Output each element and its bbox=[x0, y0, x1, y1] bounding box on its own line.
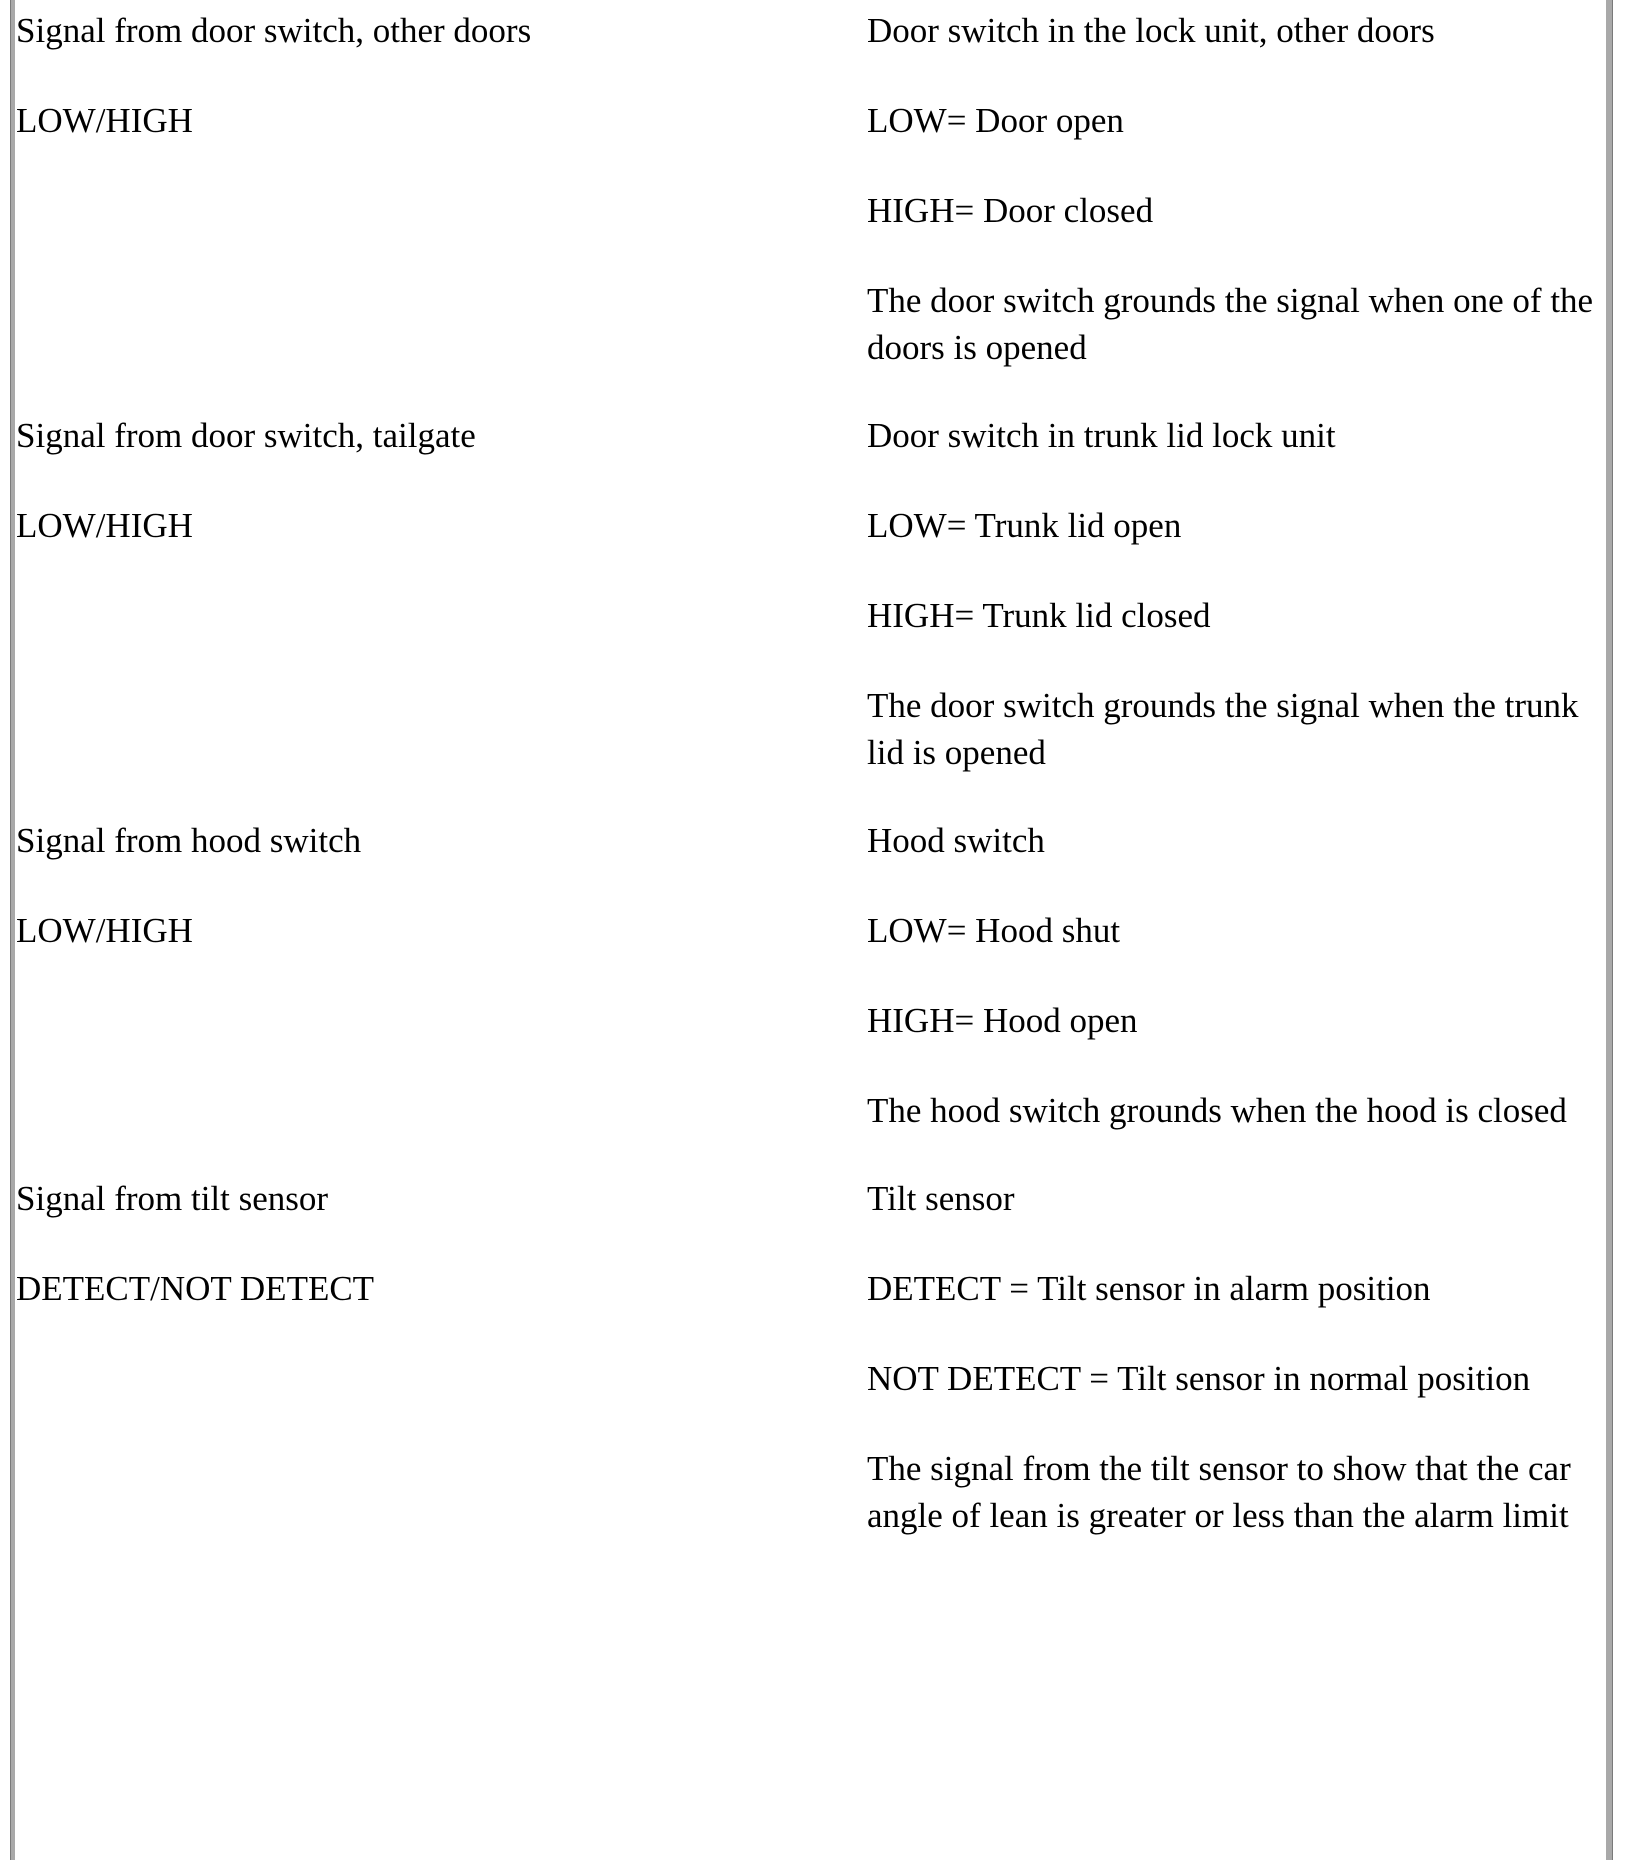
signal-source: Tilt sensor bbox=[867, 1179, 1015, 1218]
signal-high-meaning: HIGH= Door closed bbox=[867, 191, 1154, 230]
table-row bbox=[16, 776, 1601, 1134]
signal-description-cell bbox=[867, 776, 1601, 1134]
signal-name: Signal from hood switch bbox=[16, 821, 362, 860]
left-border bbox=[10, 0, 15, 1860]
signal-low-meaning: DETECT = Tilt sensor in alarm position bbox=[867, 1269, 1431, 1308]
signal-high-meaning: HIGH= Trunk lid closed bbox=[867, 596, 1211, 635]
signal-explanation: The door switch grounds the signal when one of the doors is opened bbox=[867, 281, 1594, 367]
signal-name-cell bbox=[16, 0, 867, 371]
table-row bbox=[16, 0, 1601, 371]
signal-explanation: The signal from the tilt sensor to show that the car angle of lean is greater or less than the alarm limit bbox=[867, 1449, 1571, 1535]
signal-low-meaning: LOW= Trunk lid open bbox=[867, 506, 1182, 545]
signal-description-cell bbox=[867, 0, 1601, 371]
signal-name-cell bbox=[16, 776, 867, 1134]
right-border bbox=[1606, 0, 1613, 1860]
signal-low-meaning: LOW= Hood shut bbox=[867, 911, 1121, 950]
signal-name: Signal from door switch, tailgate bbox=[16, 416, 476, 455]
signal-explanation: The door switch grounds the signal when the trunk lid is opened bbox=[867, 686, 1579, 772]
signal-explanation: The hood switch grounds when the hood is closed bbox=[867, 1091, 1567, 1130]
signal-source: Hood switch bbox=[867, 821, 1045, 860]
signal-name-cell bbox=[16, 371, 867, 776]
signal-high-meaning: NOT DETECT = Tilt sensor in normal position bbox=[867, 1359, 1531, 1398]
signal-source: Door switch in the lock unit, other doors bbox=[867, 11, 1435, 50]
signal-states: LOW/HIGH bbox=[16, 506, 193, 545]
signal-source: Door switch in trunk lid lock unit bbox=[867, 416, 1336, 455]
signal-name-cell bbox=[16, 1134, 867, 1539]
signal-name: Signal from door switch, other doors bbox=[16, 11, 532, 50]
signal-low-meaning: LOW= Door open bbox=[867, 101, 1124, 140]
signal-description-cell bbox=[867, 1134, 1601, 1539]
signal-table bbox=[16, 0, 1601, 1539]
signal-states: LOW/HIGH bbox=[16, 911, 193, 950]
signal-name: Signal from tilt sensor bbox=[16, 1179, 329, 1218]
signal-states: DETECT/NOT DETECT bbox=[16, 1269, 375, 1308]
table-row bbox=[16, 371, 1601, 776]
signal-states: LOW/HIGH bbox=[16, 101, 193, 140]
signal-description-cell bbox=[867, 371, 1601, 776]
signal-high-meaning: HIGH= Hood open bbox=[867, 1001, 1138, 1040]
table-row bbox=[16, 1134, 1601, 1539]
